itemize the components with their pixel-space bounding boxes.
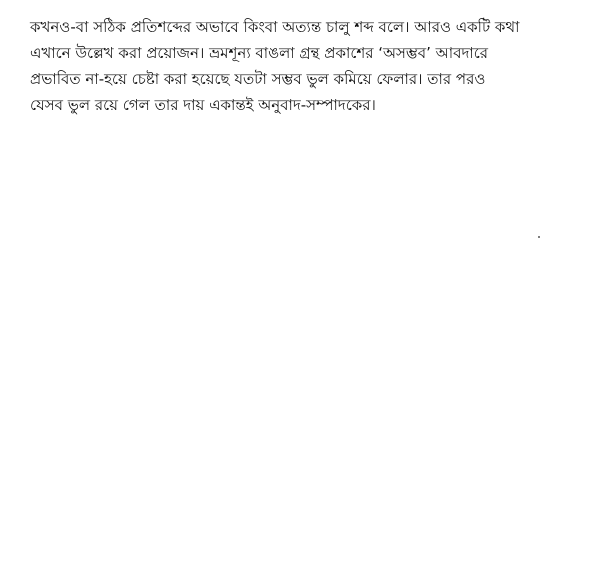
- body-paragraph: [30, 14, 575, 118]
- paragraph-line: এখানে উল্লেখ করা প্রয়োজন। ভ্রমশূন্য বাঙলা গ্রন্থ প্রকাশের ‘অসম্ভব’ আবদারে: [30, 44, 489, 62]
- paragraph-line: যেসব ভুল রয়ে গেল তার দায় একান্তই অনুবাদ-সম্পাদকের।: [30, 96, 376, 114]
- paragraph-line: প্রভাবিত না-হয়ে চেষ্টা করা হয়েছে যতটা সম্ভব ভুল কমিয়ে ফেলার। তার পরও: [30, 70, 486, 88]
- scan-speck: [538, 236, 540, 238]
- paragraph-line: কখনও-বা সঠিক প্রতিশব্দের অভাবে কিংবা অত্যন্ত চালু শব্দ বলে। আরও একটি কথা: [30, 18, 520, 36]
